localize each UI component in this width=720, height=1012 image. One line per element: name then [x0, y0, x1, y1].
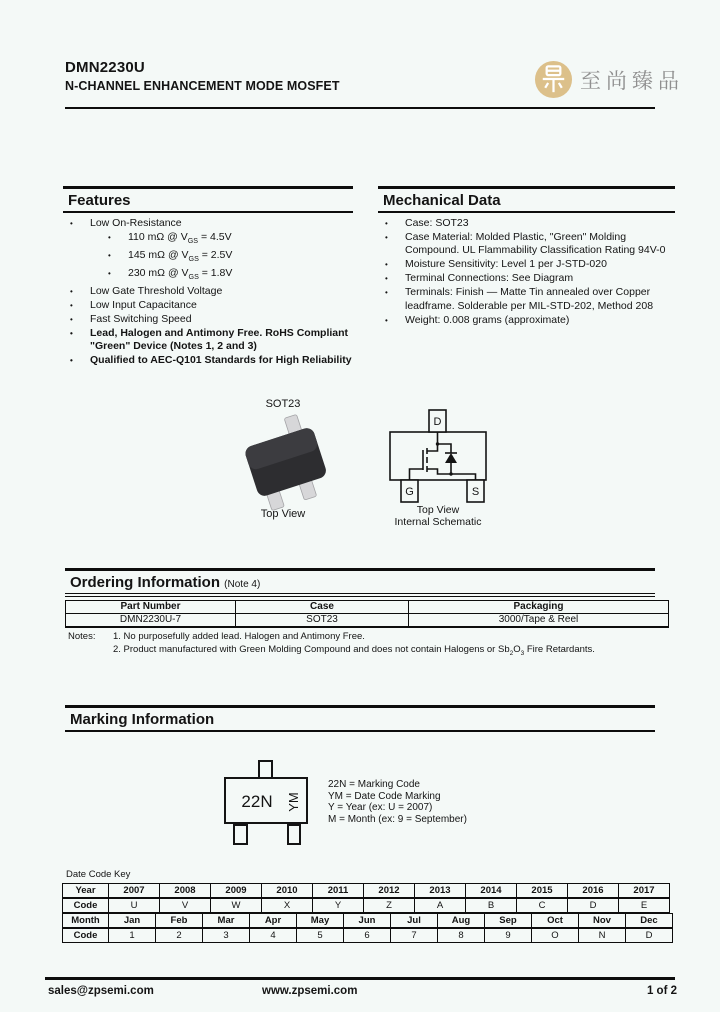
key-code-cell: D: [626, 928, 673, 943]
bullet-text: Qualified to AEC-Q101 Standards for High Reliability: [90, 354, 352, 367]
page-title: DMN2230U: [65, 59, 145, 76]
bullet-icon: •: [385, 315, 388, 325]
notes-block: [68, 630, 628, 660]
ordering-heading-text: Ordering Information: [70, 574, 220, 591]
key-header-cell: Apr: [250, 914, 297, 929]
notes-label: Notes:: [68, 631, 96, 642]
key-header-cell: 2017: [619, 884, 670, 899]
key-header-cell: 2010: [262, 884, 313, 899]
key-header-cell: Mar: [203, 914, 250, 929]
code-row: [63, 898, 670, 913]
key-header-cell: 2014: [466, 884, 517, 899]
key-header-cell: Aug: [438, 914, 485, 929]
bullet-icon: •: [385, 288, 388, 297]
ordering-column-header: Part Number: [66, 601, 236, 614]
key-header-cell: 2007: [109, 884, 160, 899]
sub-bullet-text: 230 mΩ @ $V_{GS} = 1.8V$: [128, 266, 233, 281]
bullet-text: Case Material: Molded Plastic, "Green" Molding Compound. UL Flammability Classification Rating 94V-0: [405, 230, 666, 256]
marking-pin-bottom-left: [233, 824, 248, 845]
key-header-cell: Jun: [344, 914, 391, 929]
ordering-note: 1. No purposefully added lead. Halogen and Antimony Free.: [113, 631, 365, 642]
bullet-icon: •: [108, 232, 111, 242]
key-code-cell: A: [415, 898, 466, 913]
source-pin-label: S: [471, 486, 480, 498]
internal-schematic: [383, 406, 493, 504]
ordering-row: [66, 614, 669, 628]
features-list: [63, 216, 356, 368]
bullet-text: Moisture Sensitivity: Level 1 per J-STD-020: [405, 258, 607, 270]
header-divider: [65, 107, 655, 109]
key-code-cell: 3: [203, 928, 250, 943]
key-code-cell: W: [211, 898, 262, 913]
bullet-icon: •: [70, 300, 73, 310]
ordering-heading-note: (Note 4): [224, 579, 261, 590]
sub-bullet-text: 110 mΩ @ $V_{GS} = 4.5V$: [128, 230, 232, 245]
key-code-cell: 4: [250, 928, 297, 943]
gate-pin-label: G: [405, 486, 414, 498]
package-photo: [236, 414, 336, 512]
bullet-text: Terminal Connections: See Diagram: [405, 272, 574, 284]
key-code-cell: X: [262, 898, 313, 913]
brand-logo-icon: [534, 60, 573, 99]
date-code-key-label: Date Code Key: [66, 869, 131, 880]
photo-caption: Top View: [260, 508, 306, 520]
notes-lines: [113, 630, 595, 660]
bullet-text: Low Input Capacitance: [90, 298, 197, 311]
key-code-cell: V: [160, 898, 211, 913]
bullet-item: [378, 258, 677, 272]
key-header-cell: Dec: [626, 914, 673, 929]
bullet-text: Low On-Resistance: [90, 216, 182, 229]
footer-website: www.zpsemi.com: [262, 985, 358, 997]
body-diode-icon: [445, 453, 457, 463]
bullet-icon: •: [385, 232, 388, 242]
bullet-text: Terminals: Finish — Matte Tin annealed over Copper leadframe. Solderable per MIL-STD-202, Method 208: [405, 286, 654, 312]
bullet-item: [63, 327, 356, 354]
bullet-item: [378, 286, 677, 313]
bullet-text: Fast Switching Speed: [90, 312, 192, 325]
date-code-marking: YM: [286, 792, 301, 812]
key-code-cell: 5: [297, 928, 344, 943]
bullet-item: [63, 299, 356, 313]
mechanical-data-list: [378, 216, 677, 327]
bullet-item: [63, 313, 356, 327]
key-code-cell: Y: [313, 898, 364, 913]
key-header-cell: 2012: [364, 884, 415, 899]
sub-bullet-item: [63, 267, 356, 285]
key-header-cell: Jul: [391, 914, 438, 929]
key-row-label: Month: [63, 914, 109, 929]
schematic-pins: [401, 410, 484, 502]
marking-information-heading: Marking Information: [65, 705, 655, 732]
key-code-cell: N: [579, 928, 626, 943]
key-code-cell: 9: [485, 928, 532, 943]
key-code-cell: E: [619, 898, 670, 913]
bullet-icon: •: [70, 314, 73, 324]
key-code-cell: 8: [438, 928, 485, 943]
key-header-cell: 2013: [415, 884, 466, 899]
key-header-cell: Jan: [109, 914, 156, 929]
ordering-cell: 3000/Tape & Reel: [409, 614, 669, 628]
key-header-cell: 2009: [211, 884, 262, 899]
key-code-cell: O: [532, 928, 579, 943]
ordering-column-header: Case: [236, 601, 409, 614]
marking-legend: [328, 779, 467, 826]
sub-bullet-text: 145 mΩ @ $V_{GS} = 2.5V$: [128, 248, 233, 263]
key-header-cell: 2008: [160, 884, 211, 899]
ordering-cell: SOT23: [236, 614, 409, 628]
bullet-icon: •: [108, 250, 111, 260]
ordering-cell: DMN2230U-7: [66, 614, 236, 628]
bullet-text: Case: SOT23: [405, 216, 469, 229]
marking-legend-line: 22N = Marking Code: [328, 779, 420, 790]
key-header-cell: 2016: [568, 884, 619, 899]
bullet-item: [378, 231, 677, 258]
footer-page-number: 1 of 2: [646, 985, 677, 997]
key-header-row: [63, 914, 673, 929]
key-code-cell: D: [568, 898, 619, 913]
bullet-item: [378, 272, 677, 286]
key-row-label: Year: [63, 884, 109, 899]
ordering-note: 2. Product manufactured with Green Molding Compound and does not contain Halogens or $Sb_2O_3$ Fire Retardants.: [113, 644, 595, 657]
key-header-cell: Oct: [532, 914, 579, 929]
bullet-text: Weight: 0.008 grams (approximate): [405, 313, 570, 326]
key-code-cell: 6: [344, 928, 391, 943]
marking-pin-bottom-right: [287, 824, 301, 845]
ordering-table: [65, 600, 669, 628]
marking-legend-line: Y = Year (ex: U = 2007): [328, 802, 433, 814]
page-subtitle: N-CHANNEL ENHANCEMENT MODE MOSFET: [65, 79, 340, 93]
key-header-cell: 2015: [517, 884, 568, 899]
marking-legend-line: M = Month (ex: 9 = September): [328, 814, 467, 826]
key-code-cell: Z: [364, 898, 415, 913]
ordering-information-heading: [65, 568, 655, 597]
bullet-icon: •: [70, 286, 73, 296]
footer-divider: [45, 977, 675, 980]
bullet-icon: •: [70, 356, 73, 366]
key-row-label: Code: [63, 928, 109, 943]
bullet-item: [63, 217, 356, 231]
sub-bullet-item: [63, 249, 356, 267]
brand-logo: [534, 60, 684, 99]
ordering-column-header: Packaging: [409, 601, 669, 614]
key-code-cell: C: [517, 898, 568, 913]
month-code-table: [62, 913, 673, 943]
key-header-cell: May: [297, 914, 344, 929]
bullet-text: Lead, Halogen and Antimony Free. RoHS Compliant "Green" Device (Notes 1, 2 and 3): [90, 326, 349, 353]
bullet-text: Low Gate Threshold Voltage: [90, 284, 223, 297]
bullet-icon: •: [385, 260, 388, 269]
code-row: [63, 928, 673, 943]
key-code-cell: 2: [156, 928, 203, 943]
drain-pin-label: D: [433, 416, 442, 428]
key-code-cell: B: [466, 898, 517, 913]
sub-bullet-item: [63, 231, 356, 249]
schematic-caption-line2: Internal Schematic: [394, 516, 482, 528]
case-label: SOT23: [265, 398, 301, 410]
bullet-icon: •: [385, 218, 388, 228]
marking-code: 22N: [241, 792, 273, 811]
footer-email: sales@zpsemi.com: [48, 985, 154, 997]
bullet-item: [378, 314, 677, 328]
key-header-cell: 2011: [313, 884, 364, 899]
year-code-table: [62, 883, 670, 913]
schematic-caption-line1: Top View: [416, 504, 460, 516]
bullet-item: [63, 354, 356, 368]
key-header-cell: Nov: [579, 914, 626, 929]
key-code-cell: 1: [109, 928, 156, 943]
header: [65, 59, 425, 93]
marking-package-figure: [224, 760, 308, 845]
bullet-icon: •: [108, 268, 111, 278]
key-code-cell: U: [109, 898, 160, 913]
bullet-item: [63, 285, 356, 299]
ordering-header-row: [66, 601, 669, 614]
bullet-icon: •: [70, 218, 73, 228]
key-header-cell: Sep: [485, 914, 532, 929]
key-header-row: [63, 884, 670, 899]
key-row-label: Code: [63, 898, 109, 913]
key-code-cell: 7: [391, 928, 438, 943]
key-header-cell: Feb: [156, 914, 203, 929]
features-heading: Features: [63, 186, 353, 213]
bullet-icon: •: [70, 328, 73, 338]
brand-name: 至尚臻品: [580, 69, 684, 93]
mosfet-symbol: [410, 432, 476, 480]
marking-package-body: [224, 777, 308, 824]
marking-legend-line: YM = Date Code Marking: [328, 790, 441, 802]
bullet-item: [378, 217, 677, 231]
mechanical-data-heading: Mechanical Data: [378, 186, 675, 213]
bullet-icon: •: [385, 274, 388, 283]
